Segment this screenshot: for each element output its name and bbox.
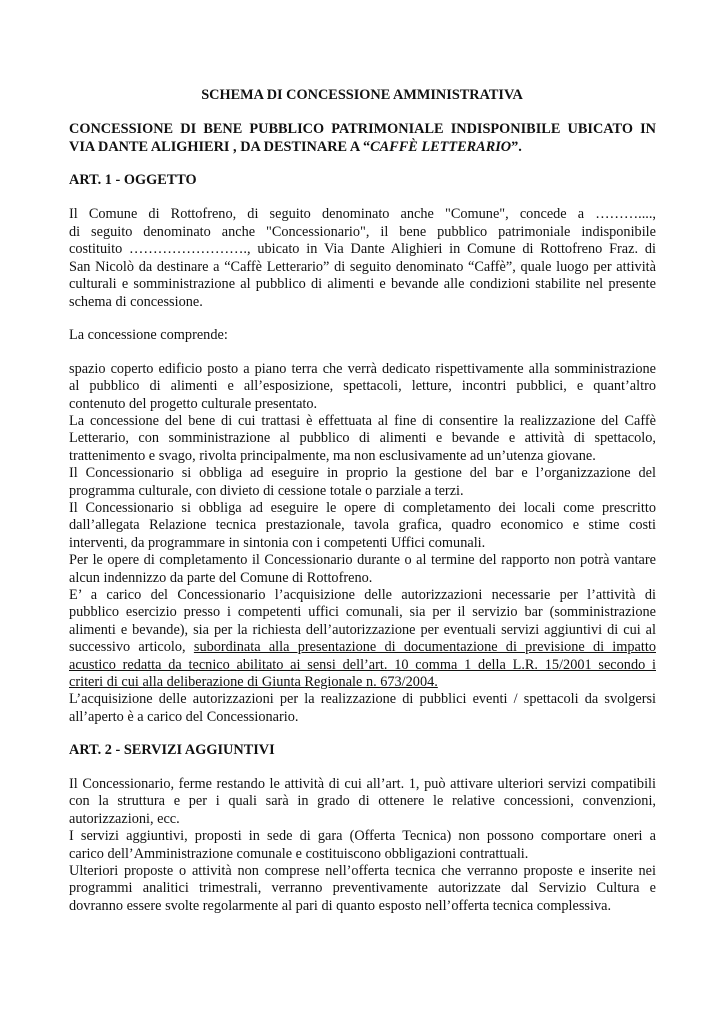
paragraph-line: autorizzazioni, ecc. [69, 811, 180, 827]
art1-heading: ART. 1 - OGGETTO [69, 172, 197, 188]
paragraph-line [69, 639, 656, 657]
subtitle-line-2 [69, 139, 656, 157]
paragraph-line: dall’allegata Relazione tecnica prestazionale, tavola grafica, quadro economico e stime costi [69, 517, 656, 533]
paragraph-line: Ulteriori proposte o attività non comprese nell’offerta tecnica che verranno proposte e inserite nei [69, 863, 656, 879]
paragraph-line: al pubblico di alimenti e all’esposizione, spettacoli, letture, incontri pubblici, e quant’altro [69, 378, 656, 394]
paragraph-line: alimenti e bevande), sia per la richiesta dell’autorizzazione per eventuali servizi aggiuntivi di cui al [69, 622, 656, 638]
paragraph-line: carico dell’Amministrazione comunale e costituiscono obbligazioni contrattuali. [69, 846, 529, 862]
paragraph-line: Letterario, con somministrazione al pubblico di alimenti e bevande e attività di spettacolo, [69, 430, 656, 446]
underlined-text: criteri di cui alla deliberazione di Giunta Regionale n. 673/2004. [69, 674, 438, 690]
subtitle-line-1: CONCESSIONE DI BENE PUBBLICO PATRIMONIALE INDISPONIBILE UBICATO IN [69, 121, 656, 137]
subtitle-post: ”. [511, 139, 522, 155]
underlined-text: acustico redatta da tecnico abilitato ai sensi dell’art. 10 comma 1 della L.R. 15/2001 secondo i [69, 657, 656, 673]
paragraph-line: Il Concessionario, ferme restando le attività di cui all’art. 1, può attivare ulteriori servizi compatibili [69, 776, 656, 792]
paragraph-line: Il Concessionario si obbliga ad eseguire le opere di completamento dei locali come prescritto [69, 500, 656, 516]
paragraph-line: contenuto del progetto culturale presentato. [69, 396, 318, 412]
paragraph-line: Il Concessionario si obbliga ad eseguire in proprio la gestione del bar e l’organizzazione del [69, 465, 656, 481]
paragraph-line: costituito ……………………., ubicato in Via Dante Alighieri in Comune di Rottofreno Fraz. di [69, 241, 656, 257]
paragraph-line: di seguito denominato anche "Concessionario", il bene pubblico patrimoniale indisponibile [69, 224, 656, 240]
paragraph-line: pubblico esercizio presso i competenti uffici comunali, sia per il servizio bar (somministrazione [69, 604, 656, 620]
subtitle-pre: VIA DANTE ALIGHIERI , DA DESTINARE A “ [69, 139, 371, 155]
paragraph-line: L’acquisizione delle autorizzazioni per la realizzazione di pubblici eventi / spettacoli da svolgersi [69, 691, 656, 707]
paragraph-line: dovranno essere svolte regolarmente al pari di quanto esposto nell’offerta tecnica complessiva. [69, 898, 612, 914]
paragraph-line: all’aperto è a carico del Concessionario. [69, 709, 299, 725]
paragraph-line: alcun indennizzo da parte del Comune di Rottofreno. [69, 570, 373, 586]
underlined-text: subordinata alla presentazione di documentazione di previsione di impatto [193, 639, 656, 655]
paragraph-line [69, 674, 656, 692]
paragraph-text: successivo articolo, [69, 639, 194, 655]
paragraph-line: trattenimento e svago, rivolta principalmente, ma non esclusivamente ad un’utenza giovane. [69, 448, 596, 464]
subtitle-italic: CAFFÈ LETTERARIO [370, 139, 512, 155]
paragraph-line: Il Comune di Rottofreno, di seguito denominato anche "Comune", concede a ………...., [69, 206, 656, 222]
paragraph-line: programma culturale, con divieto di cessione totale o parziale a terzi. [69, 483, 464, 499]
paragraph-line: con la struttura e per i quali sarà in grado di ottenere le relative concessioni, convenzioni, [69, 793, 656, 809]
paragraph-line: La concessione del bene di cui trattasi è effettuata al fine di consentire la realizzazione del Caffè [69, 413, 656, 429]
document-title: SCHEMA DI CONCESSIONE AMMINISTRATIVA [201, 87, 523, 103]
paragraph-line: schema di concessione. [69, 294, 203, 310]
paragraph-line: La concessione comprende: [69, 327, 228, 343]
paragraph-line: San Nicolò da destinare a “Caffè Letterario” di seguito denominato “Caffè”, quale luogo per attività [69, 259, 656, 275]
paragraph-line [69, 657, 656, 675]
paragraph-line: I servizi aggiuntivi, proposti in sede di gara (Offerta Tecnica) non possono comportare oneri a [69, 828, 656, 844]
art2-heading: ART. 2 - SERVIZI AGGIUNTIVI [69, 742, 275, 758]
paragraph-line: Per le opere di completamento il Concessionario durante o al termine del rapporto non potrà vantare [69, 552, 656, 568]
paragraph-line: programmi analitici trimestrali, verranno preventivamente autorizzate dal Servizio Cultura e [69, 880, 656, 896]
paragraph-line: E’ a carico del Concessionario l’acquisizione delle autorizzazioni necessarie per l’attività di [69, 587, 656, 603]
paragraph-line: interventi, da programmare in sintonia con i competenti Uffici comunali. [69, 535, 486, 551]
paragraph-line: culturali e somministrazione al pubblico di alimenti e bevande alle condizioni stabilite nel presente [69, 276, 656, 292]
paragraph-line: spazio coperto edificio posto a piano terra che verrà dedicato rispettivamente alla somministrazione [69, 361, 656, 377]
